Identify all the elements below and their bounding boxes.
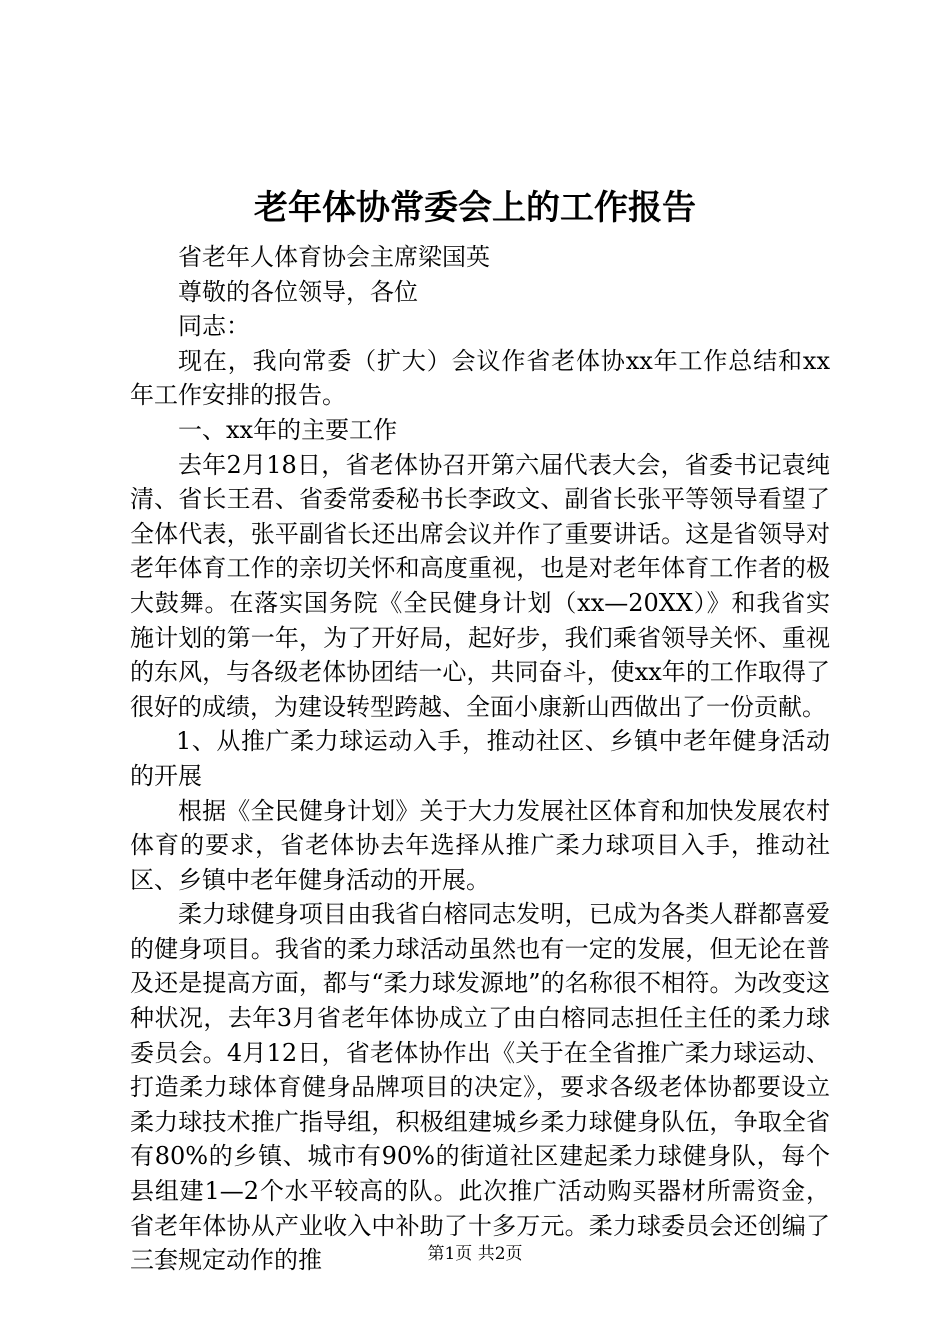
document-body	[130, 240, 830, 1278]
body-paragraph: 柔力球健身项目由我省白榕同志发明，已成为各类人群都喜爱的健身项目。我省的柔力球活动虽然也有一定的发展，但无论在普及还是提高方面，都与“柔力球发源地”的名称很不相符。为改变这种状况，去年3月省老年体协成立了由白榕同志担任主任的柔力球委员会。4月12日，省老体协作出《关于在全省推广柔力球运动、打造柔力球体育健身品牌项目的决定》，要求各级老体协都要设立柔力球技术推广指导组，积极组建城乡柔力球健身队伍，争取全省有80%的乡镇、城市有90%的街道社区建起柔力球健身队，每个县组建1—2个水平较高的队。此次推广活动购买器材所需资金，省老年体协从产业收入中补助了十多万元。柔力球委员会还创编了三套规定动作的推	[130, 900, 830, 1275]
page-footer: 第1页 共2页	[427, 1244, 523, 1264]
intro-paragraph: 现在，我向常委（扩大）会议作省老体协xx年工作总结和xx年工作安排的报告。	[130, 346, 830, 410]
page-title: 老年体协常委会上的工作报告	[254, 188, 696, 228]
salutation-line: 尊敬的各位领导，各位	[178, 277, 418, 306]
body-paragraph: 根据《全民健身计划》关于大力发展社区体育和加快发展农村体育的要求，省老体协去年选择从推广柔力球项目入手，推动社区、乡镇中老年健身活动的开展。	[130, 796, 830, 894]
author-line: 省老年人体育协会主席梁国英	[178, 243, 490, 271]
body-paragraph: 去年2月18日，省老体协召开第六届代表大会，省委书记袁纯清、省长王君、省委常委秘书长李政文、副省长张平等领导看望了全体代表，张平副省长还出席会议并作了重要讲话。这是省领导对老年体育工作的亲切关怀和高度重视，也是对老年体育工作者的极大鼓舞。在落实国务院《全民健身计划（xx—20XX）》和我省实施计划的第一年，为了开好局，起好步，我们乘省领导关怀、重视的东风，与各级老体协团结一心，共同奋斗，使xx年的工作取得了很好的成绩，为建设转型跨越、全面小康新山西做出了一份贡献。	[130, 450, 830, 721]
subsection-heading: 1、从推广柔力球运动入手，推动社区、乡镇中老年健身活动的开展	[130, 727, 830, 790]
section-heading: 一、xx年的主要工作	[178, 415, 398, 444]
salutation-line-continued: 同志：	[178, 312, 250, 341]
